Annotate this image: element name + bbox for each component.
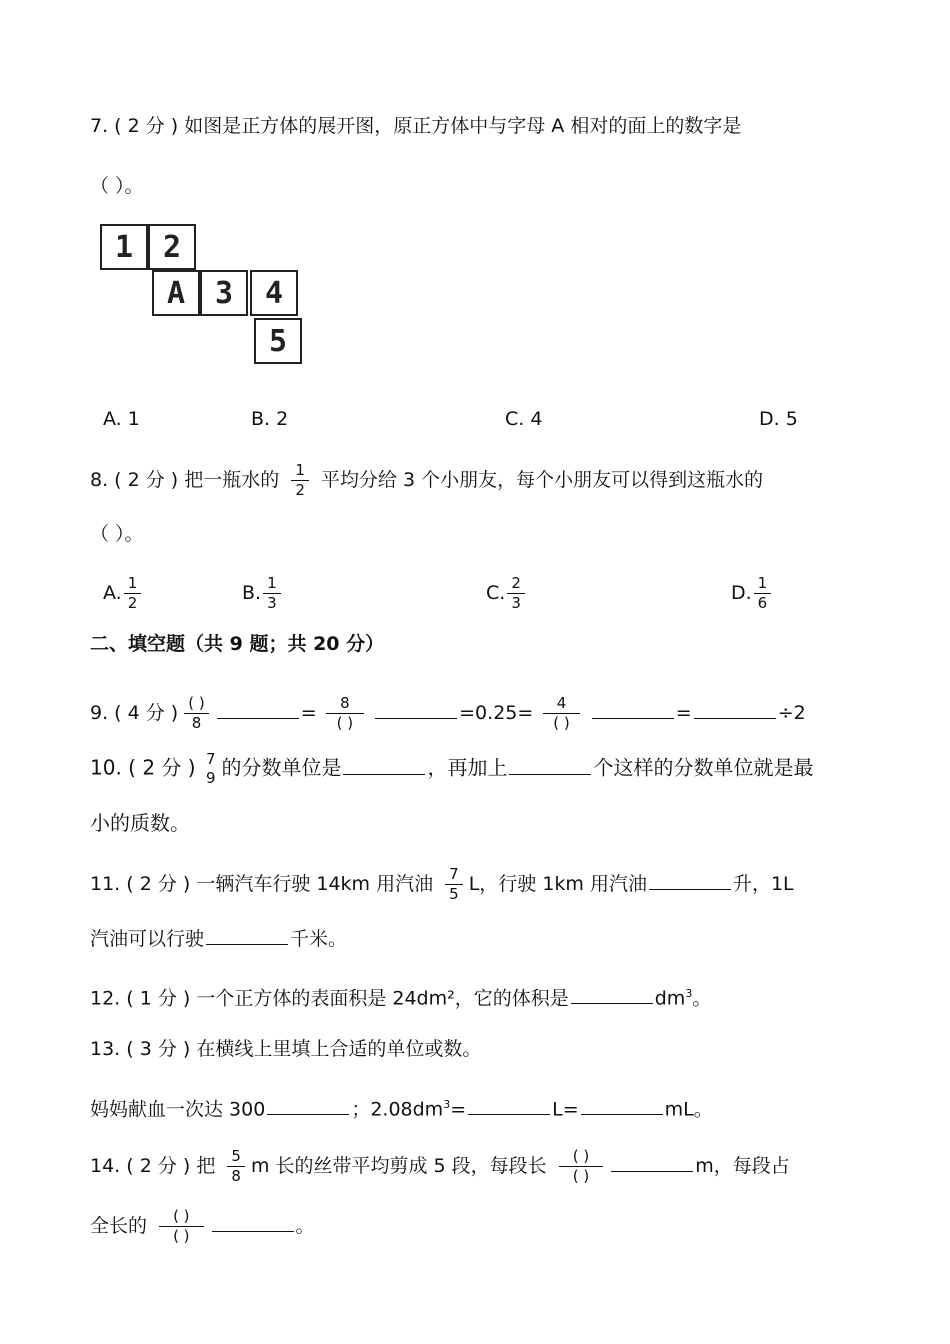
q9-tail: ÷2 [777,702,806,724]
q14-line2-b: 。 [295,1215,315,1237]
q13-blank-1[interactable] [267,1096,349,1115]
q10-prefix: 10. ( 2 分 ) [90,755,202,780]
net-face-4: 4 [250,270,298,316]
q14-text-c: m，每段占 [695,1155,790,1177]
frac-num: 1 [291,462,309,481]
q13-blank-3[interactable] [581,1096,663,1115]
q13-line2-d: L= [552,1098,579,1121]
q14-fraction-2 [559,1148,603,1185]
frac-num: ( ) [159,1208,203,1227]
q11-line2-a: 汽油可以行驶 [90,928,205,950]
q11-fraction [445,866,463,903]
q7-option-d[interactable]: D. 5 [759,408,798,430]
frac-den: 9 [205,769,216,787]
q7-option-a[interactable]: A. 1 [103,408,140,430]
q11-blank-2[interactable] [206,926,288,945]
q14-fraction-1 [227,1148,245,1185]
option-label: C. [486,582,506,604]
q13-line-2 [90,1092,713,1122]
question-9 [90,695,806,732]
q9-eq-2: =0.25= [459,702,534,724]
frac-den: 2 [127,594,138,612]
option-fraction [507,575,525,612]
frac-num: 7 [205,750,216,768]
q13-prefix: 13. ( 3 分 ) [90,1038,197,1060]
option-fraction [754,575,772,612]
frac-den: 8 [231,1167,241,1185]
option-fraction [124,575,142,612]
q9-eq-1: = [300,702,317,724]
q13-sup: 3 [443,1098,451,1111]
frac-num: 4 [543,695,581,714]
q13-line2-b: ；2.08dm [351,1098,444,1121]
q11-text-c: 升，1L [732,873,794,895]
frac-den: 2 [295,481,305,499]
frac-den: ( ) [553,714,570,732]
frac-den: 8 [191,714,202,732]
question-10 [90,751,813,787]
q7-option-c[interactable]: C. 4 [505,408,543,430]
q12-unit: dm [654,987,686,1010]
q9-blank-2[interactable] [375,700,457,719]
question-7 [90,113,741,139]
q12-end: 。 [692,987,712,1010]
net-face-a: A [152,270,200,316]
q14-blank-1[interactable] [611,1153,693,1172]
q10-blank-2[interactable] [509,756,591,775]
q12-blank[interactable] [571,985,653,1004]
question-11 [90,866,794,903]
q11-line-2 [90,926,347,952]
option-label: B. [242,582,262,604]
q9-blank-3[interactable] [592,700,674,719]
q10-line-2: 小的质数。 [90,811,190,835]
frac-den: ( ) [336,714,354,732]
net-face-5: 5 [254,318,302,364]
q8-option-c[interactable] [486,575,531,612]
q10-fraction [202,751,220,787]
option-label: A. [103,582,122,604]
q12-text-a: 一个正方体的表面积是 24dm²，它的体积是 [196,987,569,1010]
q11-text-a: 一辆汽车行驶 14km 用汽油 [196,873,434,895]
q14-text-a: 把 [196,1155,216,1177]
q8-prefix: 8. ( 2 分 ) [90,469,185,491]
frac-den: ( ) [173,1227,190,1245]
q13-line2-c: = [450,1098,467,1121]
q13-line2-e: mL。 [664,1098,713,1121]
q7-option-b[interactable]: B. 2 [251,408,289,430]
q14-text-b: m 长的丝带平均剪成 5 段，每段长 [250,1155,547,1177]
q10-blank-1[interactable] [343,756,425,775]
q9-fraction-3 [539,695,583,732]
frac-num: ( ) [559,1148,603,1167]
q8-text-b: 平均分给 3 个小朋友，每个小朋友可以得到这瓶水的 [320,469,764,491]
q7-prefix: 7. ( 2 分 ) [90,115,185,137]
q11-prefix: 11. ( 2 分 ) [90,873,197,895]
frac-den: 3 [511,594,521,612]
question-8 [90,462,763,499]
q10-text-a: 的分数单位是 [221,755,342,780]
q11-line2-b: 千米。 [290,928,348,950]
frac-num: 1 [754,575,772,594]
q8-option-a[interactable] [103,575,147,612]
q9-prefix: 9. ( 4 分 ) [90,702,185,724]
q13-line2-a: 妈妈献血一次达 300 [90,1098,266,1121]
q13-text: 在横线上里填上合适的单位或数。 [196,1038,482,1060]
q8-fraction [291,462,309,499]
q14-blank-2[interactable] [212,1213,294,1232]
q8-option-b[interactable] [242,575,287,612]
frac-num: ( ) [184,695,208,714]
option-fraction [263,575,281,612]
net-face-1: 1 [100,224,148,270]
question-14 [90,1148,790,1185]
q12-sup: 3 [685,987,693,1000]
frac-den: 3 [267,594,277,612]
frac-num: 7 [445,866,463,885]
q10-text-b: ，再加上 [427,755,508,780]
question-13 [90,1036,481,1062]
q11-text-b: L，行驶 1km 用汽油 [468,873,647,895]
question-12 [90,981,711,1011]
q7-text: 如图是正方体的展开图，原正方体中与字母 A 相对的面上的数字是 [184,115,742,137]
net-face-2: 2 [148,224,196,270]
q14-line2-a: 全长的 [90,1215,148,1237]
option-label: D. [731,582,752,604]
q9-blank-1[interactable] [217,700,299,719]
q8-answer-paren: （ ）。 [90,523,144,545]
q13-blank-2[interactable] [468,1096,550,1115]
frac-num: 1 [124,575,142,594]
q9-fraction-1 [184,695,208,732]
frac-den: 6 [757,594,768,612]
q8-text-a: 把一瓶水的 [184,469,280,491]
q14-line-2 [90,1208,315,1245]
q12-prefix: 12. ( 1 分 ) [90,987,197,1010]
q7-answer-paren: （ ）。 [90,175,144,197]
frac-num: 1 [263,575,281,594]
frac-num: 5 [227,1148,245,1167]
q8-option-d[interactable] [731,575,777,612]
frac-den: ( ) [572,1167,590,1185]
q10-text-c: 个这样的分数单位就是最 [593,755,814,780]
q9-eq-3: = [675,702,692,724]
frac-num: 8 [326,695,364,714]
q14-fraction-3 [159,1208,203,1245]
q9-blank-4[interactable] [694,700,776,719]
q11-blank-1[interactable] [649,871,731,890]
section-2-title: 二、填空题（共 9 题；共 20 分） [90,633,385,655]
q9-fraction-2 [323,695,367,732]
q14-prefix: 14. ( 2 分 ) [90,1155,197,1177]
frac-num: 2 [507,575,525,594]
frac-den: 5 [449,885,459,903]
net-face-3: 3 [200,270,248,316]
